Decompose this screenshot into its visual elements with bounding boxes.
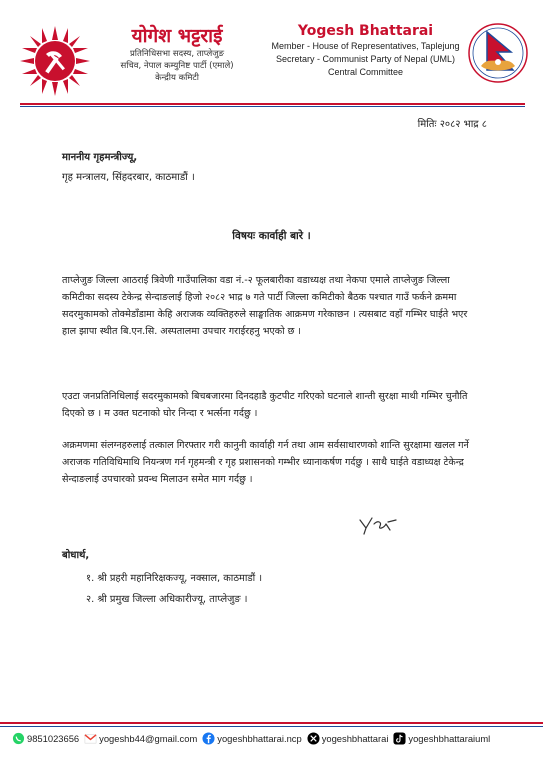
cc-item: २. श्री प्रमुख जिल्ला अधिकारीज्यू, ताप्लेजुङ । (86, 594, 248, 605)
contact-facebook-text: yogeshbhattarai.ncp (217, 733, 302, 744)
whatsapp-icon (12, 732, 25, 745)
addressee-to: माननीय गृहमन्त्रीज्यू, (62, 152, 138, 163)
letter-date: मितिः २०८२ भाद्र ८ (417, 119, 487, 130)
addressee-block (62, 148, 195, 188)
addressee-office: गृह मन्त्रालय, सिंहदरबार, काठमाडौं । (62, 172, 195, 183)
title-english-2: Secretary - Communist Party of Nepal (UML) (275, 54, 456, 64)
footer-divider-blue (0, 726, 543, 727)
header-right (268, 22, 463, 79)
title-nepali-2: सचिव, नेपाल कम्युनिष्ट पार्टी (एमाले) (120, 61, 234, 71)
cc-list (86, 568, 262, 610)
contact-x-text: yogeshbhattarai (321, 733, 389, 744)
name-english: Yogesh Bhattarai (297, 23, 434, 39)
party-logo-icon (20, 26, 90, 96)
tiktok-icon (393, 732, 406, 745)
facebook-icon (202, 732, 215, 745)
title-nepali-3: केन्द्रीय कमिटी (155, 73, 199, 83)
contact-whatsapp[interactable] (12, 732, 79, 745)
cc-heading: बोधार्थ, (62, 550, 90, 561)
name-nepali: योगेश भट्टराई (131, 25, 223, 47)
body-paragraph-3: अक्रमणमा संलग्नहरुलाई तत्काल गिरफ्तार गरी कानुनी कार्वाही गर्न तथा आम सर्वसाधारणको शान्ति सुरक्षामा खलल गर्ने अराजक गतिविधिमाथि नियन्त्रण गर्न गृहमन्त्री र गृह प्रशासनको गम्भीर ध्यानाकर्षण गर्दछु । साथै घाईते वडाध्यक्ष टेकेन्द्र सेन्दाङलाई उपचारको प्रवन्ध मिलाउन समेत माग गर्दछु । (62, 440, 469, 485)
letter-subject: विषयः कार्वाही बारे । (232, 230, 311, 242)
x-icon (307, 732, 320, 745)
contact-email[interactable] (84, 732, 197, 745)
title-english-1: Member - House of Representatives, Taplejung (271, 41, 460, 51)
contact-phone: 9851023656 (27, 733, 80, 744)
header-left (20, 20, 250, 100)
handwritten-signature (356, 514, 400, 536)
footer (0, 718, 543, 762)
contact-facebook[interactable] (202, 732, 301, 745)
header-divider-blue (20, 106, 525, 107)
title-english-3: Central Committee (327, 67, 404, 77)
body-paragraph-2: एउटा जनप्रतिनिधिलाई सदरमुकामको बिचबजारमा दिनदहाडै कुटपीट गरिएको घटनाले शान्ती सुरक्षा माथी गम्भिर चुनौति दिएको छ । म उक्त घटनाको घोर निन्दा र भर्त्सना गर्दछु । (62, 391, 468, 419)
footer-divider-red (0, 722, 543, 724)
contact-tiktok-text: yogeshbhattaraiuml (408, 733, 491, 744)
contact-list (12, 732, 490, 745)
header-divider-red (20, 103, 525, 105)
parliament-seal-icon (467, 22, 529, 84)
title-nepali-1: प्रतिनिधिसभा सदस्य, ताप्लेजुङ (129, 49, 225, 59)
contact-tiktok[interactable] (393, 732, 490, 745)
cc-item: १. श्री प्रहरी महानिरिक्षकज्यू, नक्साल, काठमाडौं । (86, 573, 263, 584)
contact-email-text: yogeshb44@gmail.com (99, 733, 198, 744)
body-paragraph-1: ताप्लेजुङ जिल्ला आठराई त्रिवेणी गाउँपालिका वडा नं.-२ फूलबारीका वडाध्यक्ष तथा नेकपा एमाले ताप्लेजुङ जिल्ला कमिटीका सदस्य टेकेन्द्र सेन्दाङलाई हिजो २०८२ भाद्र ७ गते पार्टी जिल्ला कमिटीको बैठक पश्चात गाउँ फर्कने क्रममा सदरमुकामको तोक्मेडाँडामा केहि अराजक व्यक्तिहरुले साङ्घातिक आक्रमण गरेकाछन । त्यसबाट वहाँ गम्भिर घाईते भएर हाल झापा स्थीत बि.एन.सि. अस्पतालमा उपचार गराईरहनु भएको छ । (62, 275, 468, 337)
gmail-icon (84, 732, 97, 745)
contact-x[interactable] (307, 732, 389, 745)
